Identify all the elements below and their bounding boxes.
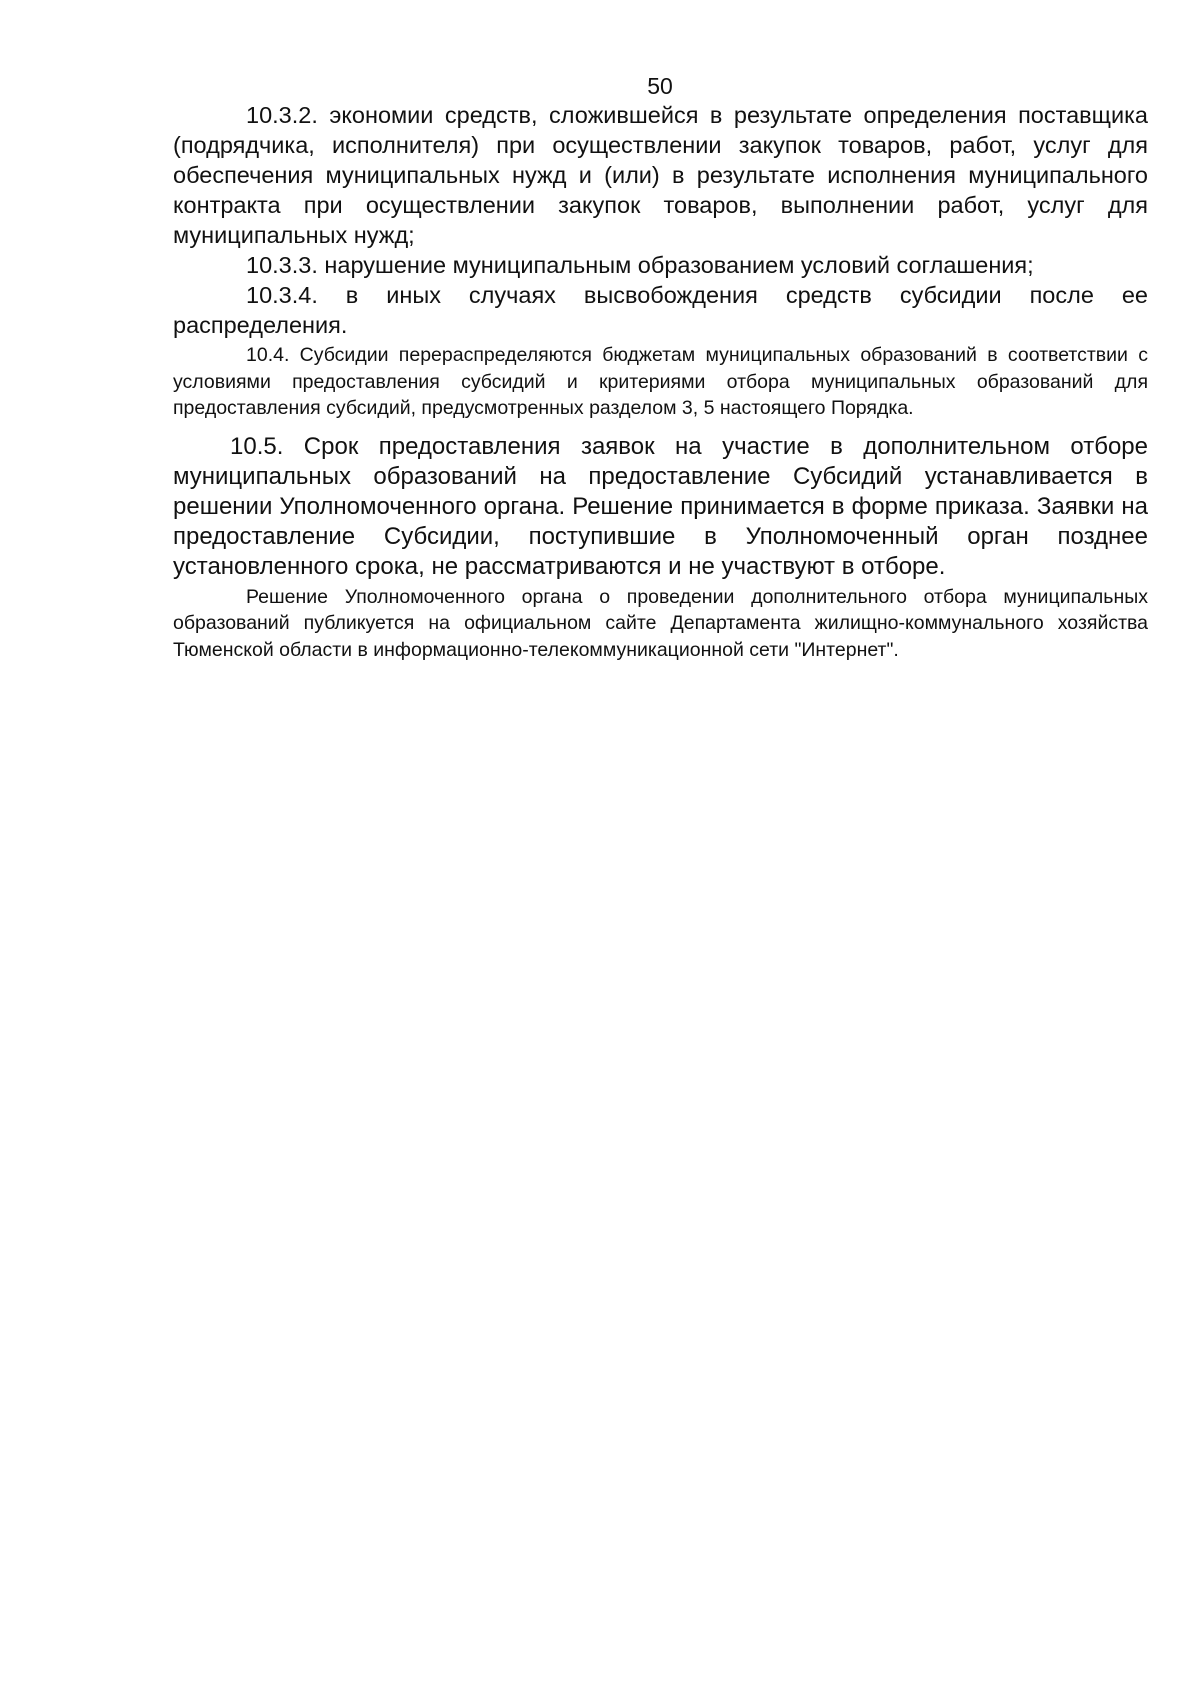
page-number: 50	[647, 73, 673, 99]
paragraph-10-5: 10.5. Срок предоставления заявок на участие в дополнительном отборе муниципальных образований на предоставление Субсидий устанавливается в решении Уполномоченного органа. Решение принимается в форме приказа. Заявки на предоставление Субсидии, поступившие в Уполномоченный орган позднее установленного срока, не рассматриваются и не участвуют в отборе.	[173, 432, 1148, 580]
paragraph-10-3-4: 10.3.4. в иных случаях высвобождения средств субсидии после ее распределения.	[173, 282, 1148, 338]
paragraph-decision: Решение Уполномоченного органа о проведении дополнительного отбора муниципальных образований публикуется на официальном сайте Департамента жилищно-коммунального хозяйства Тюменской области в информационно-телекоммуникационной сети "Интернет".	[173, 585, 1148, 661]
paragraph-10-4: 10.4. Субсидии перераспределяются бюджетам муниципальных образований в соответствии с условиями предоставления субсидий и критериями отбора муниципальных образований для предоставления субсидий, предусмотренных разделом 3, 5 настоящего Порядка.	[173, 344, 1148, 419]
document-body	[173, 100, 1148, 663]
paragraph-10-3-3: 10.3.3. нарушение муниципальным образованием условий соглашения;	[246, 252, 1034, 278]
paragraph-10-3-2: 10.3.2. экономии средств, сложившейся в результате определения поставщика (подрядчика, исполнителя) при осуществлении закупок товаров, работ, услуг для обеспечения муниципальных нужд и (или) в результате исполнения муниципального контракта при осуществлении закупок товаров, выполнении работ, услуг для муниципальных нужд;	[173, 102, 1148, 248]
